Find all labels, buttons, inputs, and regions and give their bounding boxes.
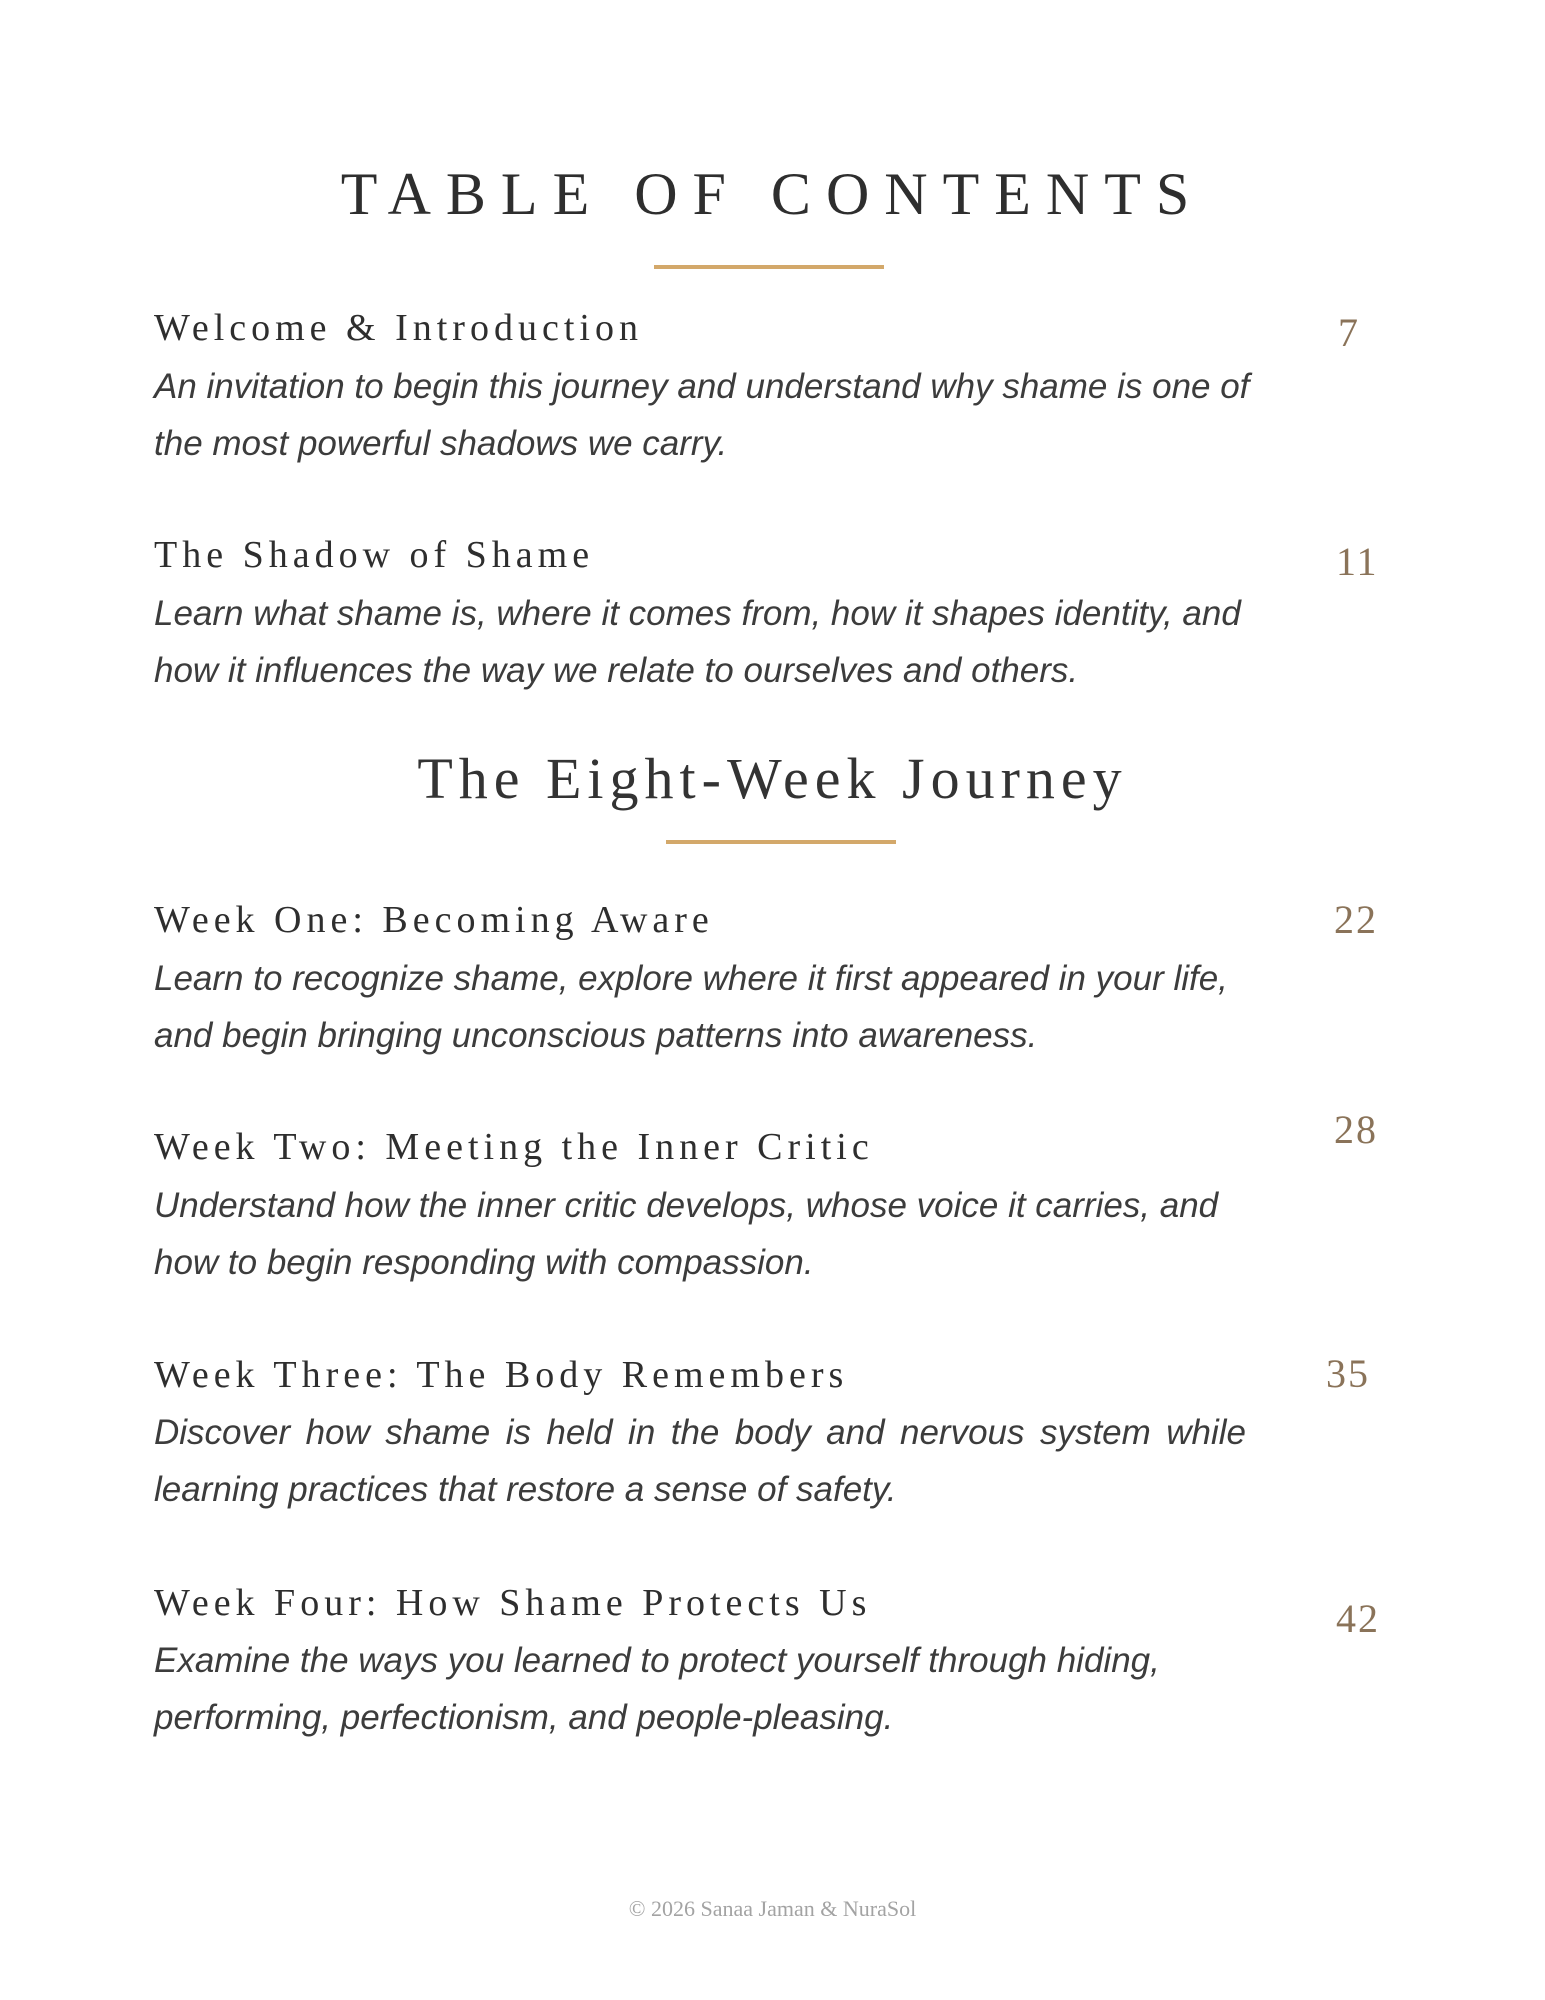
toc-entry-page-number[interactable]: 11 <box>1336 539 1379 584</box>
toc-entry-description: Examine the ways you learned to protect yourself through hiding, performing, perfectionism, and people-pleasing. <box>154 1641 1160 1737</box>
toc-entry-description: Discover how shame is held in the body and nervous system while learning practices that restore a sense of safety. <box>154 1413 1246 1509</box>
toc-entry-description: Learn what shame is, where it comes from, how it shapes identity, and how it influences the way we relate to ourselves and others. <box>154 594 1241 690</box>
toc-entry-page-number[interactable]: 28 <box>1334 1107 1378 1152</box>
toc-entry-title[interactable]: Welcome & Introduction <box>154 307 643 349</box>
toc-entry-title[interactable]: The Shadow of Shame <box>154 534 595 576</box>
toc-entry-title[interactable]: Week Three: The Body Remembers <box>154 1354 849 1396</box>
toc-entry-title[interactable]: Week Two: Meeting the Inner Critic <box>154 1126 874 1168</box>
footer-copyright: © 2026 Sanaa Jaman & NuraSol <box>628 1896 917 1921</box>
toc-entry-description: Learn to recognize shame, explore where it first appeared in your life, and begin bringing unconscious patterns into awareness. <box>154 959 1228 1055</box>
toc-entry-description: Understand how the inner critic develops, whose voice it carries, and how to begin responding with compassion. <box>154 1186 1219 1282</box>
toc-entry-page-number[interactable]: 42 <box>1336 1596 1380 1641</box>
title-divider <box>654 265 884 269</box>
toc-entry-page-number[interactable]: 35 <box>1326 1351 1370 1396</box>
toc-entry-page-number[interactable]: 22 <box>1334 897 1378 942</box>
toc-entry-description: An invitation to begin this journey and understand why shame is one of the most powerful shadows we carry. <box>154 367 1250 463</box>
page-title: TABLE OF CONTENTS <box>340 161 1205 227</box>
section-divider <box>666 840 896 844</box>
toc-entry-title[interactable]: Week One: Becoming Aware <box>154 899 714 941</box>
section-title: The Eight-Week Journey <box>417 746 1128 811</box>
toc-entry-title[interactable]: Week Four: How Shame Protects Us <box>154 1582 872 1624</box>
toc-entry-page-number[interactable]: 7 <box>1338 310 1360 355</box>
